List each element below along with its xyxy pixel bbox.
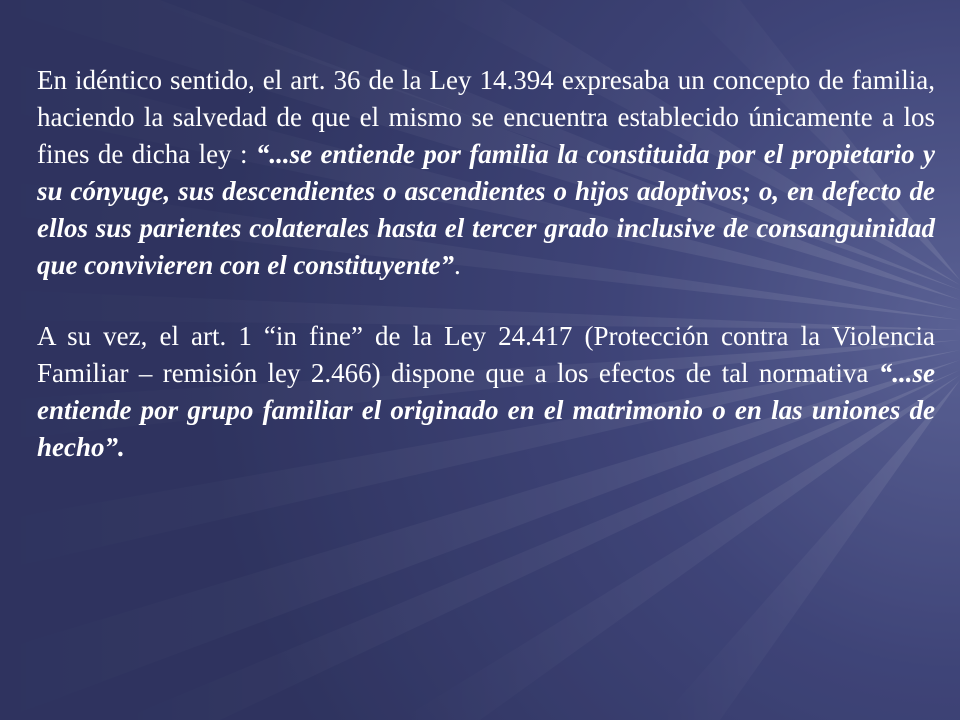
paragraph-2-quote: “...se entiende por grupo familiar el originado en el matrimonio o en las uniones de hecho”. bbox=[37, 358, 935, 462]
paragraph-1-tail: . bbox=[453, 250, 461, 280]
paragraph-ley-14394 bbox=[37, 62, 935, 284]
slide-text bbox=[37, 62, 935, 466]
paragraph-1-text: En idéntico sentido, el art. 36 de la Ley 14.394 expresaba un concepto de familia, haciendo la salvedad de que el mismo se encuentra establecido únicamente a los fines de dicha ley : bbox=[37, 65, 935, 169]
paragraph-2-text: A su vez, el art. 1 “in fine” de la Ley 24.417 (Protección contra la Violencia Familiar – remisión ley 2.466) dispone que a los efectos de tal normativa bbox=[37, 321, 935, 388]
paragraph-1-quote: “...se entiende por familia la constituida por el propietario y su cónyuge, sus descendientes o ascendientes o hijos adoptivos; o, en defecto de ellos sus parientes colaterales hasta el tercer grado inclusive de consanguinidad que convivieren con el constituyente” bbox=[37, 139, 935, 280]
paragraph-ley-24417 bbox=[37, 318, 935, 466]
